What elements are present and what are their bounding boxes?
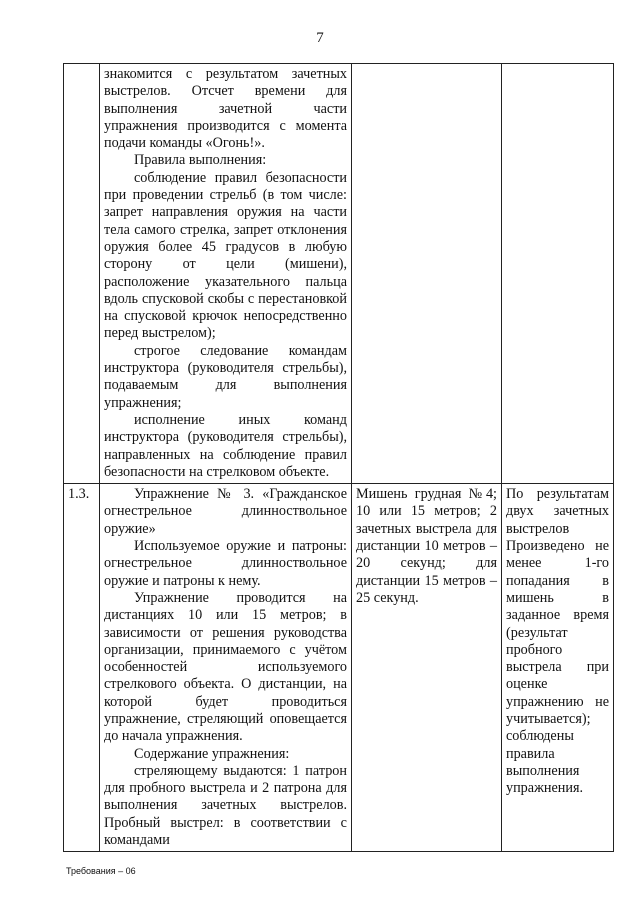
row-number: 1.3.	[68, 486, 90, 503]
paragraph: Упражнение № 3. «Гражданское огнестрельное длинноствольное оружие»	[104, 486, 347, 537]
table-row	[64, 484, 614, 852]
paragraph: стреляющему выдаются: 1 патрон для пробного выстрела и 2 патрона для выполнения зачетных выстрелов. Пробный выстрел: в соответствии с командами	[104, 762, 347, 849]
requirements-table	[63, 63, 614, 852]
exercise-evaluation-cell	[502, 484, 614, 852]
paragraph: Содержание упражнения:	[134, 745, 290, 762]
row-number-cell	[64, 64, 100, 484]
exercise-evaluation-cell	[502, 64, 614, 484]
row-number-cell	[64, 484, 100, 852]
page-number: 7	[316, 30, 324, 46]
footer-doc-id: Требования – 06	[66, 866, 136, 876]
exercise-conditions-cell	[352, 484, 502, 852]
paragraph: Упражнение проводится на дистанциях 10 или 15 метров; в зависимости от решения руководства организации, принимаемого с учётом особенностей используемого стрелкового объекта. О дистанции, на которой будет проводиться упражнение, стреляющий оповещается до начала упражнения.	[104, 589, 347, 745]
exercise-content-cell	[100, 484, 352, 852]
table-row	[64, 64, 614, 484]
exercise-content-cell	[100, 64, 352, 484]
paragraph: Правила выполнения:	[134, 152, 267, 169]
paragraph: строгое следование командам инструктора (руководителя стрельбы), подаваемым для выполнения упражнения;	[104, 342, 347, 411]
exercise-conditions-cell	[352, 64, 502, 484]
paragraph: По результатам двух зачетных выстрелов Произведено не менее 1-го попадания в мишень в заданное время (результат пробного выстрела при оценке упражнению не учитывается); соблюдены правила выполнения упражнения.	[506, 486, 609, 797]
paragraph: Мишень грудная №4; 10 или 15 метров; 2 зачетных выстрела для дистанции 10 метров –20 секунд; для дистанции 15 метров – 25 секунд.	[356, 486, 497, 606]
paragraph: знакомится с результатом зачетных выстрелов. Отсчет времени для выполнения зачетной части упражнения производится с момента подачи команды «Огонь!».	[104, 66, 347, 152]
paragraph: Используемое оружие и патроны: огнестрельное длинноствольное оружие и патроны к нему.	[104, 538, 347, 589]
paragraph: исполнение иных команд инструктора (руководителя стрельбы), направленных на соблюдение правил безопасности на стрелковом объекте.	[104, 411, 347, 480]
paragraph: соблюдение правил безопасности при проведении стрельб (в том числе: запрет направления оружия на части тела самого стрелка, запрет отклонения оружия более 45 градусов в любую сторону от цели (мишени), расположение указательного пальца вдоль спусковой скобы с перестановкой на спусковой крючок непосредственно перед выстрелом);	[104, 169, 347, 342]
